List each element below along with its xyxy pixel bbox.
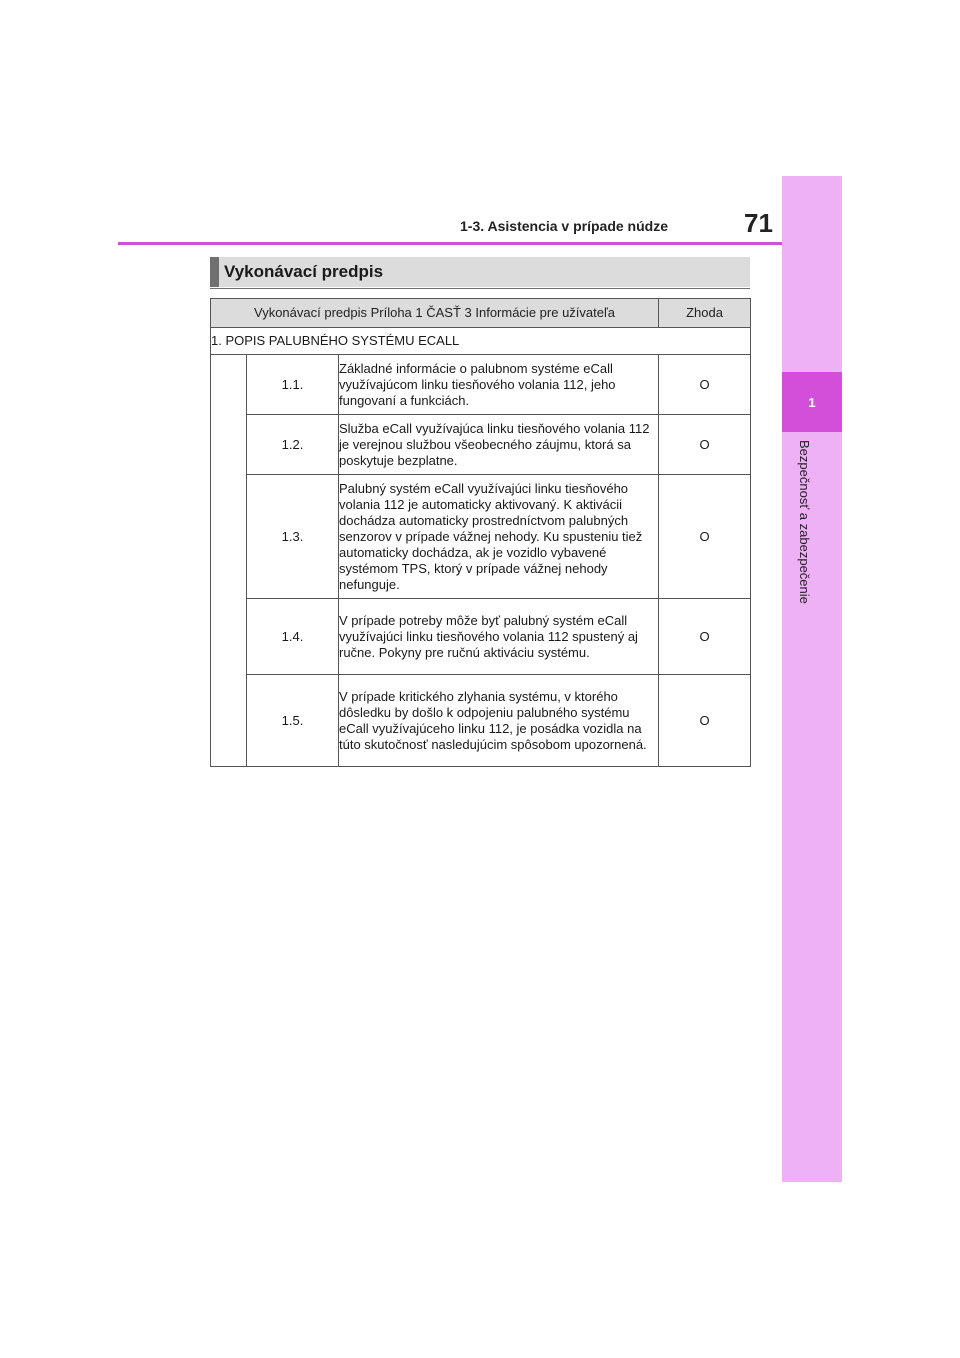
- row-description: Základné informácie o palubnom systéme eCall využívajúcom linku tiesňového volania 112, jeho fungovaní a funkciách.: [339, 355, 659, 415]
- table-row: [211, 355, 751, 415]
- side-tab: [782, 176, 842, 1182]
- row-compliance: O: [659, 475, 751, 599]
- row-number: 1.2.: [247, 415, 339, 475]
- row-compliance: O: [659, 599, 751, 675]
- regulation-table: [210, 298, 751, 767]
- table-row: [211, 415, 751, 475]
- table-row: [211, 675, 751, 767]
- header-rule: [118, 242, 782, 245]
- table-row: [211, 475, 751, 599]
- table-row: [211, 599, 751, 675]
- side-tab-label: Bezpečnosť a zabezpečenie: [797, 440, 812, 604]
- heading-underline: [210, 288, 750, 289]
- indent-cell: [211, 355, 247, 767]
- table-header-row: [211, 299, 751, 328]
- row-number: 1.4.: [247, 599, 339, 675]
- row-compliance: O: [659, 355, 751, 415]
- section-row: [211, 328, 751, 355]
- heading-title: Vykonávací predpis: [224, 262, 384, 281]
- section-label: 1. POPIS PALUBNÉHO SYSTÉMU ECALL: [211, 328, 751, 355]
- header-compliance: Zhoda: [659, 299, 751, 328]
- row-number: 1.3.: [247, 475, 339, 599]
- row-number: 1.1.: [247, 355, 339, 415]
- row-description: V prípade kritického zlyhania systému, v ktorého dôsledku by došlo k odpojeniu palubného systému eCall využívajúceho linku 112, je posádka vozidla na túto skutočnosť nasledujúcim spôsobom upozornená.: [339, 675, 659, 767]
- row-compliance: O: [659, 415, 751, 475]
- side-tab-number: 1: [782, 372, 842, 432]
- row-description: Služba eCall využívajúca linku tiesňového volania 112 je verejnou službou všeobecného záujmu, ktorá sa poskytuje bezplatne.: [339, 415, 659, 475]
- row-compliance: O: [659, 675, 751, 767]
- section-title: 1-3. Asistencia v prípade núdze: [460, 218, 668, 234]
- row-description: Palubný systém eCall využívajúci linku tiesňového volania 112 je automaticky aktivovaný. K aktivácii dochádza automaticky prostredníctvom palubných senzorov v prípade vážnej nehody. Ku spusteniu tiež automaticky dochádza, ak je vozidlo vybavené systémom TPS, ktorý v prípade vážnej nehody nefunguje.: [339, 475, 659, 599]
- row-number: 1.5.: [247, 675, 339, 767]
- heading-bar: [210, 257, 750, 287]
- page-number: 71: [744, 208, 773, 238]
- row-description: V prípade potreby môže byť palubný systém eCall využívajúci linku tiesňového volania 112 spustený aj ručne. Pokyny pre ručnú aktiváciu systému.: [339, 599, 659, 675]
- heading-accent: [210, 257, 219, 287]
- header-description: Vykonávací predpis Príloha 1 ČASŤ 3 Informácie pre užívateľa: [211, 299, 659, 328]
